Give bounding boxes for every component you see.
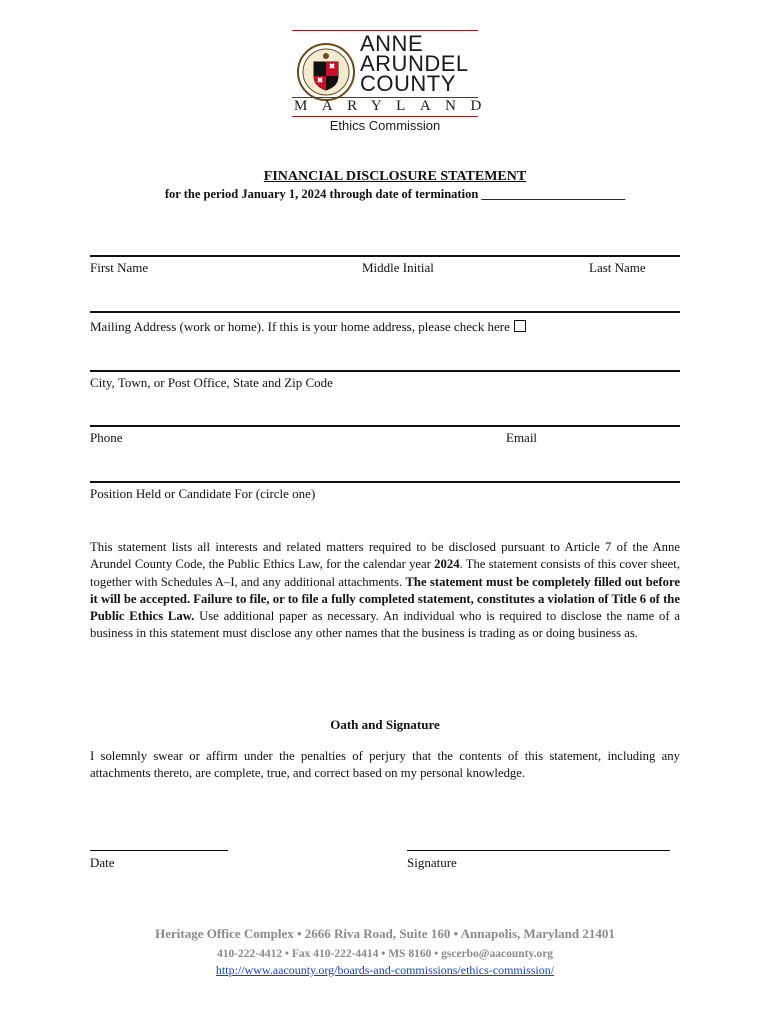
city-label: City, Town, or Post Office, State and Zip Code bbox=[90, 375, 333, 390]
footer-url-row bbox=[0, 963, 770, 978]
position-label: Position Held or Candidate For (circle one) bbox=[90, 486, 316, 501]
logo-line-2: ARUNDEL bbox=[360, 51, 469, 76]
first-name-label: First Name bbox=[90, 260, 149, 275]
county-seal-icon bbox=[296, 42, 356, 102]
home-address-checkbox[interactable] bbox=[514, 320, 526, 332]
phone-label: Phone bbox=[90, 430, 123, 445]
document-subtitle: for the period January 1, 2024 through date of termination _______________________ bbox=[164, 187, 626, 201]
mailing-address-line[interactable] bbox=[90, 311, 680, 313]
statement-paragraph bbox=[90, 539, 680, 643]
position-field-line[interactable] bbox=[90, 481, 680, 483]
statement-text-3: Use additional paper as necessary. An individual who is required to disclose the name of a business in this statement must disclose any other names that the business is trading as or doing business as. bbox=[90, 609, 680, 641]
statement-text-1: This statement lists all interests and related matters required to be disclosed pursuant to Article 7 of the Anne Arundel County Code, the Public Ethics Law, for the calendar year bbox=[90, 540, 680, 572]
signature-label: Signature bbox=[407, 855, 457, 870]
statement-year: 2024 bbox=[434, 557, 460, 572]
footer-contact: 410-222-4412 • Fax 410-222-4414 • MS 8160 • gscerbo@aacounty.org bbox=[216, 948, 554, 960]
logo-state: MARYLAND bbox=[294, 98, 496, 114]
phone-email-line[interactable] bbox=[90, 425, 680, 427]
signature-field-line[interactable] bbox=[407, 850, 670, 851]
date-label: Date bbox=[90, 855, 115, 870]
date-field-line[interactable] bbox=[90, 850, 228, 851]
mailing-address-row bbox=[90, 319, 526, 335]
email-label: Email bbox=[506, 430, 538, 445]
logo-line-1: ANNE bbox=[360, 31, 424, 56]
statement-text-2: . The statement consists of this cover sheet, together with Schedules A–I, and any additional attachments. bbox=[90, 557, 680, 589]
logo-subtitle: Ethics Commission bbox=[329, 118, 441, 133]
oath-text: I solemnly swear or affirm under the penalties of perjury that the contents of this statement, including any attachments thereto, are complete, true, and correct based on my personal knowledge. bbox=[90, 749, 680, 781]
last-name-label: Last Name bbox=[589, 260, 646, 275]
statement-warning: The statement must be completely filled out before it will be accepted. Failure to file, or to file a fully completed statement, constitutes a violation of Title 6 of the Public Ethics Law. bbox=[90, 574, 680, 624]
name-field-line[interactable] bbox=[90, 255, 680, 257]
ethics-commission-link[interactable]: http://www.aacounty.org/boards-and-commissions/ethics-commission/ bbox=[215, 963, 555, 977]
footer-address: Heritage Office Complex • 2666 Riva Road, Suite 160 • Annapolis, Maryland 21401 bbox=[155, 926, 615, 941]
middle-initial-label: Middle Initial bbox=[362, 260, 434, 275]
document-title: FINANCIAL DISCLOSURE STATEMENT bbox=[263, 169, 527, 184]
mailing-address-label: Mailing Address (work or home). If this is your home address, please check here bbox=[90, 319, 510, 334]
oath-heading: Oath and Signature bbox=[330, 717, 440, 732]
logo-rule-2 bbox=[292, 116, 478, 117]
logo-line-3: COUNTY bbox=[360, 71, 456, 96]
city-field-line[interactable] bbox=[90, 370, 680, 372]
